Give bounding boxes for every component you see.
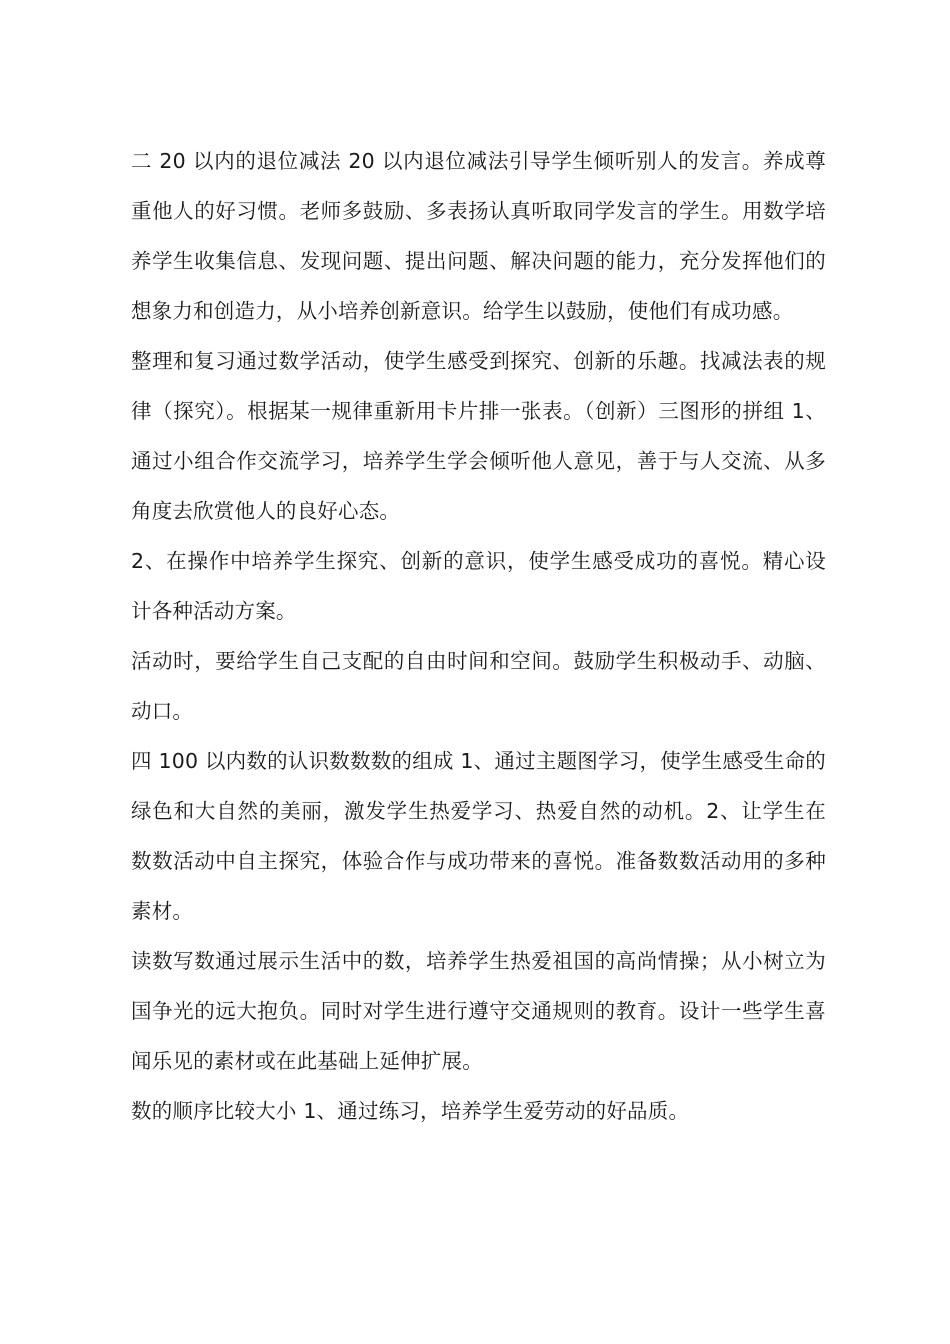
paragraph-6: 读数写数通过展示生活中的数，培养学生热爱祖国的高尚情操；从小树立为国争光的远大抱负。同时对学生进行遵守交通规则的教育。设计一些学生喜闻乐见的素材或在此基础上延伸扩展。 (131, 949, 826, 1073)
document-body (131, 136, 826, 1136)
paragraph-3: 2、在操作中培养学生探究、创新的意识，使学生感受成功的喜悦。精心设计各种活动方案。 (131, 549, 826, 623)
paragraph-4: 活动时，要给学生自己支配的自由时间和空间。鼓励学生积极动手、动脑、动口。 (131, 649, 826, 723)
paragraph-2: 整理和复习通过数学活动，使学生感受到探究、创新的乐趣。找减法表的规律（探究）。根据某一规律重新用卡片排一张表。（创新）三图形的拼组 1、通过小组合作交流学习，培养学生学会倾听他人意见，善于与人交流、从多角度去欣赏他人的良好心态。 (131, 349, 826, 523)
paragraph-5: 四 100 以内数的认识数数数的组成 1、通过主题图学习，使学生感受生命的绿色和大自然的美丽，激发学生热爱学习、热爱自然的动机。2、让学生在数数活动中自主探究，体验合作与成功带来的喜悦。准备数数活动用的多种素材。 (131, 749, 826, 923)
paragraph-1: 二 20 以内的退位减法 20 以内退位减法引导学生倾听别人的发言。养成尊重他人的好习惯。老师多鼓励、多表扬认真听取同学发言的学生。用数学培养学生收集信息、发现问题、提出问题、解决问题的能力，充分发挥他们的想象力和创造力，从小培养创新意识。给学生以鼓励，使他们有成功感。 (131, 149, 826, 323)
paragraph-7: 数的顺序比较大小 1、通过练习，培养学生爱劳动的好品质。 (131, 1099, 690, 1123)
